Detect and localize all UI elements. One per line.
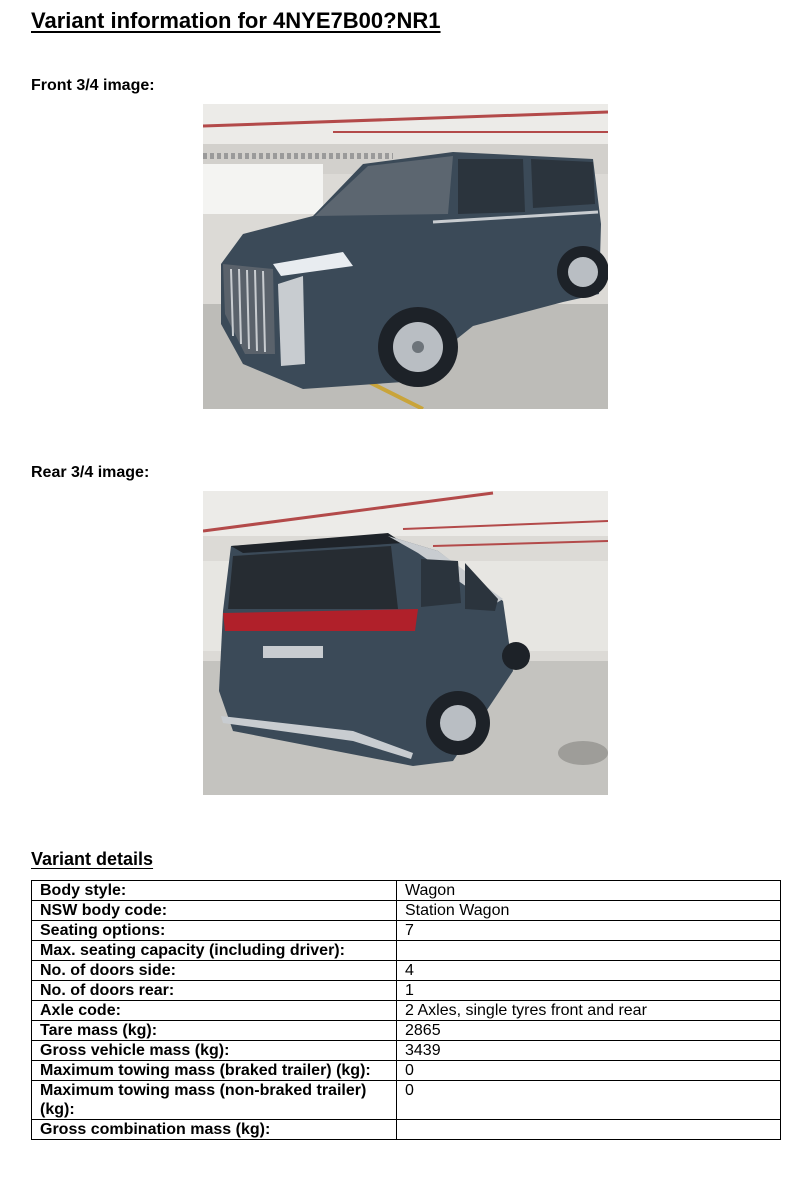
details-key: Axle code: [32,1001,397,1021]
details-key: Tare mass (kg): [32,1021,397,1041]
details-row [32,1081,781,1120]
details-value: 0 [397,1081,781,1120]
details-value: 4 [397,961,781,981]
details-row [32,1041,781,1061]
rear-image-label: Rear 3/4 image: [31,464,150,481]
details-key: NSW body code: [32,901,397,921]
rear-vehicle-image [203,491,608,795]
details-key: Gross vehicle mass (kg): [32,1041,397,1061]
page-title: Variant information for 4NYE7B00?NR1 [31,8,441,33]
details-row [32,901,781,921]
details-value: 2865 [397,1021,781,1041]
details-row [32,1021,781,1041]
details-value: Wagon [397,881,781,901]
variant-details-heading: Variant details [31,849,154,869]
details-value: 1 [397,981,781,1001]
details-value: Station Wagon [397,901,781,921]
details-key: Seating options: [32,921,397,941]
details-row [32,921,781,941]
details-value: 2 Axles, single tyres front and rear [397,1001,781,1021]
details-key: Maximum towing mass (braked trailer) (kg): [32,1061,397,1081]
details-value [397,1120,781,1140]
details-key: Gross combination mass (kg): [32,1120,397,1140]
details-value: 0 [397,1061,781,1081]
details-row [32,1001,781,1021]
details-key: Maximum towing mass (non-braked trailer) (kg): [32,1081,397,1120]
details-key: No. of doors side: [32,961,397,981]
details-row [32,1120,781,1140]
details-row [32,981,781,1001]
variant-details-table [31,880,781,1140]
details-key: Max. seating capacity (including driver): [32,941,397,961]
details-key: Body style: [32,881,397,901]
details-row [32,941,781,961]
details-key: No. of doors rear: [32,981,397,1001]
details-value [397,941,781,961]
details-row [32,881,781,901]
details-value: 3439 [397,1041,781,1061]
front-image-label: Front 3/4 image: [31,77,155,94]
front-vehicle-image [203,104,608,409]
details-row [32,961,781,981]
details-row [32,1061,781,1081]
details-value: 7 [397,921,781,941]
